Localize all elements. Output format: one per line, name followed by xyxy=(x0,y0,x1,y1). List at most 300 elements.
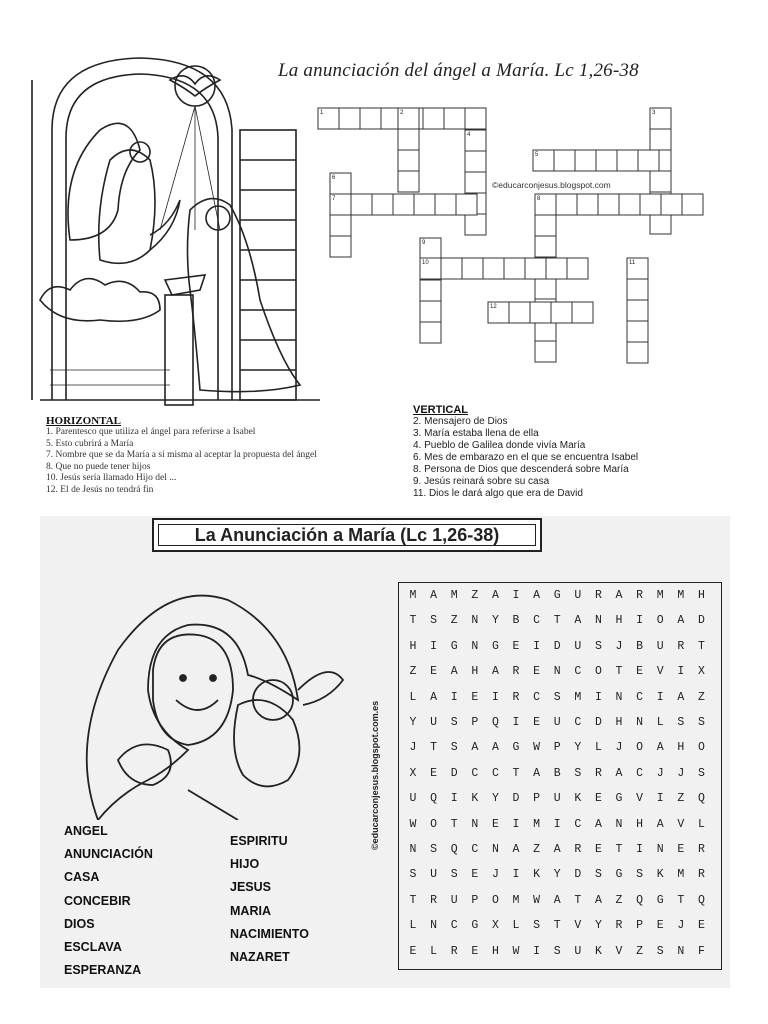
wordsearch-letter[interactable]: R xyxy=(697,868,705,882)
wordsearch-letter[interactable]: Y xyxy=(491,792,499,806)
horizontal-clue: 10. Jesús sería llamado Hijo del ... xyxy=(46,473,177,484)
wordsearch-letter[interactable]: I xyxy=(656,690,664,704)
wordsearch-letter[interactable]: E xyxy=(430,766,438,780)
wordsearch-letter[interactable]: V xyxy=(656,665,664,679)
wordsearch-letter[interactable]: A xyxy=(574,614,582,628)
wordsearch-letter[interactable]: D xyxy=(594,716,602,729)
wordsearch-letter[interactable]: M xyxy=(656,589,664,602)
wordsearch-letter[interactable]: I xyxy=(533,639,541,653)
horizontal-heading: HORIZONTAL xyxy=(46,415,121,427)
cloud xyxy=(40,279,160,322)
crossword-cell[interactable] xyxy=(330,215,351,236)
wordsearch-letter[interactable]: G xyxy=(491,639,499,653)
wordsearch-letter[interactable]: D xyxy=(574,868,582,882)
wordsearch-letter[interactable]: L xyxy=(594,741,602,755)
wordsearch-letter[interactable]: J xyxy=(409,741,417,755)
wordsearch-title-box xyxy=(152,518,542,552)
crossword-cell[interactable] xyxy=(572,302,593,323)
wordsearch-letter[interactable]: A xyxy=(450,665,458,679)
crossword-cell[interactable] xyxy=(420,322,441,343)
wordsearch-letter[interactable]: B xyxy=(636,639,644,653)
wordsearch-letter[interactable]: G xyxy=(656,893,664,907)
wordsearch-letter[interactable]: I xyxy=(594,690,602,704)
wordsearch-letter[interactable]: Q xyxy=(491,716,499,729)
crossword-cell[interactable] xyxy=(465,108,486,129)
wordsearch-letter[interactable]: D xyxy=(450,766,458,780)
wordsearch-letter[interactable]: G xyxy=(553,589,561,602)
lectern-top xyxy=(165,275,205,295)
mary-child-illustration xyxy=(58,580,358,820)
wordsearch-letter[interactable]: O xyxy=(697,741,705,755)
crossword-cell[interactable] xyxy=(330,236,351,257)
crossword-cell[interactable] xyxy=(577,194,598,215)
wordsearch-letter[interactable]: U xyxy=(656,639,664,653)
wordsearch-letter[interactable]: Q xyxy=(430,792,438,806)
wordsearch-letter[interactable]: I xyxy=(512,589,520,602)
crossword-cell[interactable] xyxy=(682,194,703,215)
wordsearch-letter[interactable]: E xyxy=(636,665,644,679)
wordsearch-letter[interactable]: J xyxy=(677,766,685,780)
wordsearch-letter[interactable]: S xyxy=(553,944,561,958)
wordsearch-letter[interactable]: S xyxy=(594,639,602,653)
wordsearch-letter[interactable]: N xyxy=(409,843,417,856)
crossword-cell[interactable] xyxy=(414,194,435,215)
wordsearch-letter[interactable]: I xyxy=(512,868,520,882)
wordsearch-letter[interactable]: T xyxy=(574,893,582,907)
wordsearch-letter[interactable]: L xyxy=(409,919,417,933)
wordsearch-letter[interactable]: E xyxy=(471,868,479,882)
wordsearch-letter[interactable]: N xyxy=(430,919,438,933)
wordsearch-letter[interactable]: I xyxy=(450,690,458,704)
crossword-cell[interactable] xyxy=(483,258,504,279)
wordsearch-letter[interactable]: W xyxy=(409,817,417,831)
wordsearch-letter[interactable]: A xyxy=(594,893,602,907)
wordsearch-letter[interactable]: S xyxy=(450,716,458,729)
wordsearch-letter[interactable]: A xyxy=(553,893,561,907)
wordsearch-letter[interactable]: J xyxy=(615,741,623,755)
wordsearch-letter[interactable]: U xyxy=(430,716,438,729)
wordsearch-letter[interactable]: U xyxy=(574,589,582,602)
wordsearch-letter[interactable]: A xyxy=(471,741,479,755)
wordsearch-letter[interactable]: E xyxy=(533,665,541,679)
wordsearch-letter[interactable]: Y xyxy=(553,868,561,882)
wordsearch-letter[interactable]: L xyxy=(656,716,664,729)
crossword-cell[interactable] xyxy=(556,194,577,215)
wordsearch-letter[interactable]: E xyxy=(409,944,417,958)
crossword-cell[interactable] xyxy=(535,215,556,236)
wordsearch-letter[interactable]: R xyxy=(594,766,602,780)
wordsearch-letter[interactable]: E xyxy=(491,817,499,831)
wordsearch-letter[interactable]: S xyxy=(677,716,685,729)
wordsearch-letter[interactable]: J xyxy=(656,766,664,780)
crossword-cell[interactable] xyxy=(465,214,486,235)
crossword-cell[interactable] xyxy=(546,258,567,279)
crossword-cell[interactable] xyxy=(441,258,462,279)
wordsearch-letter[interactable]: Q xyxy=(697,792,705,806)
wordsearch-letter[interactable]: P xyxy=(471,893,479,907)
wordsearch-letter[interactable]: U xyxy=(553,716,561,729)
wordsearch-letter[interactable]: W xyxy=(533,741,541,755)
wordsearch-letter[interactable]: F xyxy=(697,944,705,958)
crossword-cell[interactable] xyxy=(617,150,638,171)
crossword-cell[interactable] xyxy=(398,171,419,192)
wordsearch-letter[interactable]: Y xyxy=(574,741,582,755)
wordsearch-letter[interactable]: I xyxy=(430,639,438,653)
wordsearch-letter[interactable]: C xyxy=(636,690,644,704)
wordsearch-letter[interactable]: T xyxy=(450,817,458,831)
wordsearch-letter[interactable]: R xyxy=(697,843,705,856)
wordsearch-letter[interactable]: R xyxy=(574,843,582,856)
wordsearch-letter[interactable]: Y xyxy=(491,614,499,628)
wordsearch-letter[interactable]: R xyxy=(450,944,458,958)
wordsearch-letter[interactable]: J xyxy=(615,639,623,653)
wordsearch-letter[interactable]: B xyxy=(512,614,520,628)
wordsearch-letter[interactable]: A xyxy=(512,843,520,856)
wordsearch-letter[interactable]: C xyxy=(471,766,479,780)
wordsearch-letter[interactable]: S xyxy=(553,690,561,704)
wordsearch-letter[interactable]: U xyxy=(574,944,582,958)
wordsearch-letter[interactable]: C xyxy=(533,690,541,704)
wordsearch-letter[interactable]: M xyxy=(574,690,582,704)
wordsearch-letter[interactable]: A xyxy=(594,817,602,831)
crossword-cell[interactable] xyxy=(535,278,556,299)
wordsearch-letter[interactable]: A xyxy=(615,589,623,602)
wordsearch-letter[interactable]: N xyxy=(471,614,479,628)
wordsearch-letter[interactable]: P xyxy=(533,792,541,806)
wordsearch-letter[interactable]: E xyxy=(471,690,479,704)
wordsearch-letter[interactable]: X xyxy=(697,665,705,679)
crossword-cell[interactable] xyxy=(420,301,441,322)
crossword-cell[interactable] xyxy=(551,302,572,323)
wordsearch-letter[interactable]: X xyxy=(409,766,417,780)
crossword-cell[interactable] xyxy=(627,342,648,363)
wordsearch-letter[interactable]: A xyxy=(430,589,438,602)
wordsearch-letter[interactable]: V xyxy=(574,919,582,933)
wordsearch-letter[interactable]: O xyxy=(491,893,499,907)
crossword-cell[interactable] xyxy=(627,321,648,342)
wordsearch-letter[interactable]: A xyxy=(533,589,541,602)
wordsearch-letter[interactable]: N xyxy=(656,843,664,856)
crossword-cell[interactable] xyxy=(598,194,619,215)
wordsearch-letter[interactable]: E xyxy=(697,919,705,933)
wordsearch-letter[interactable]: I xyxy=(512,716,520,729)
wordsearch-letter[interactable]: V xyxy=(636,792,644,806)
wordsearch-letter[interactable]: K xyxy=(574,792,582,806)
wordsearch-letter[interactable]: T xyxy=(553,919,561,933)
wordsearch-letter[interactable]: T xyxy=(409,893,417,907)
search-word: ANUNCIACIÓN xyxy=(64,847,153,862)
wordsearch-letter[interactable]: T xyxy=(409,614,417,628)
wordsearch-letter[interactable]: Z xyxy=(533,843,541,856)
wordsearch-letter[interactable]: N xyxy=(471,817,479,831)
horizontal-clue: 7. Nombre que se da María a sí misma al aceptar la propuesta del ángel xyxy=(46,450,317,461)
wordsearch-letter[interactable]: J xyxy=(677,919,685,933)
wordsearch-letter[interactable]: Y xyxy=(594,919,602,933)
wordsearch-letter[interactable]: E xyxy=(471,944,479,958)
wordsearch-letter[interactable]: S xyxy=(430,614,438,628)
wordsearch-letter[interactable]: J xyxy=(491,868,499,882)
wordsearch-letter[interactable]: A xyxy=(491,741,499,755)
wordsearch-letter[interactable]: S xyxy=(594,868,602,882)
crossword-cell[interactable] xyxy=(462,258,483,279)
wordsearch-letter[interactable]: I xyxy=(512,817,520,831)
wordsearch-letter[interactable]: I xyxy=(553,817,561,831)
wordsearch-letter[interactable]: P xyxy=(471,716,479,729)
wordsearch-letter[interactable]: S xyxy=(430,843,438,856)
wordsearch-letter[interactable]: I xyxy=(636,843,644,856)
wordsearch-letter[interactable]: K xyxy=(471,792,479,806)
wordsearch-letter[interactable]: R xyxy=(615,919,623,933)
wordsearch-letter[interactable]: Z xyxy=(471,589,479,602)
wordsearch-letter[interactable]: C xyxy=(450,919,458,933)
wordsearch-letter[interactable]: N xyxy=(594,614,602,628)
horizontal-clue: 5. Esto cubrirá a María xyxy=(46,438,134,449)
wordsearch-letter[interactable]: A xyxy=(553,843,561,856)
wordsearch-letter[interactable]: N xyxy=(677,944,685,958)
crossword-cell[interactable] xyxy=(465,151,486,172)
wordsearch-letter[interactable]: A xyxy=(677,690,685,704)
wordsearch-letter[interactable]: G xyxy=(471,919,479,933)
wordsearch-letter[interactable]: N xyxy=(471,639,479,653)
wordsearch-letter[interactable]: K xyxy=(594,944,602,958)
wordsearch-letter[interactable]: T xyxy=(697,639,705,653)
wordsearch-letter[interactable]: G xyxy=(450,639,458,653)
wordsearch-letter[interactable]: A xyxy=(491,589,499,602)
crossword-cell[interactable] xyxy=(465,172,486,193)
vertical-heading: VERTICAL xyxy=(413,404,468,416)
wordsearch-letter[interactable]: V xyxy=(615,944,623,958)
wordsearch-letter[interactable]: E xyxy=(677,843,685,856)
crossword-cell[interactable] xyxy=(372,194,393,215)
crossword-cell[interactable] xyxy=(650,129,671,150)
wordsearch-letter[interactable]: R xyxy=(512,665,520,679)
wordsearch-letter[interactable]: U xyxy=(450,893,458,907)
wordsearch-letter[interactable]: W xyxy=(512,944,520,958)
crossword-cell[interactable] xyxy=(567,258,588,279)
wordsearch-letter[interactable]: R xyxy=(594,589,602,602)
wordsearch-letter[interactable]: M xyxy=(409,589,417,602)
wordsearch-letter[interactable]: S xyxy=(697,766,705,780)
crossword-cell[interactable] xyxy=(535,236,556,257)
wordsearch-letter[interactable]: R xyxy=(636,589,644,602)
wordsearch-letter[interactable]: Z xyxy=(450,614,458,628)
wordsearch-letter[interactable]: S xyxy=(656,944,664,958)
wordsearch-letter[interactable]: H xyxy=(615,716,623,729)
wordsearch-letter[interactable]: S xyxy=(533,919,541,933)
wordsearch-letter[interactable]: S xyxy=(697,716,705,729)
wordsearch-letter[interactable]: Z xyxy=(636,944,644,958)
wordsearch-letter[interactable]: G xyxy=(615,868,623,882)
wordsearch-letter[interactable]: I xyxy=(450,792,458,806)
crossword-cell[interactable] xyxy=(638,150,659,171)
wordsearch-letter[interactable]: N xyxy=(636,716,644,729)
wordsearch-letter[interactable]: B xyxy=(553,766,561,780)
wordsearch-letter[interactable]: I xyxy=(533,944,541,958)
wordsearch-letter[interactable]: N xyxy=(553,665,561,679)
wordsearch-letter[interactable]: G xyxy=(512,741,520,755)
crossword-cell[interactable] xyxy=(398,150,419,171)
wordsearch-letter[interactable]: C xyxy=(574,665,582,679)
wordsearch-letter[interactable]: O xyxy=(656,614,664,628)
wordsearch-letter[interactable]: N xyxy=(615,690,623,704)
wordsearch-letter[interactable]: T xyxy=(677,893,685,907)
crossword-cell[interactable] xyxy=(525,258,546,279)
wordsearch-letter[interactable]: H xyxy=(636,817,644,831)
wordsearch-letter[interactable]: Z xyxy=(409,665,417,679)
crossword-cell[interactable] xyxy=(530,302,551,323)
search-word: NAZARET xyxy=(230,950,290,965)
wordsearch-letter[interactable]: I xyxy=(636,614,644,628)
wordsearch-letter[interactable]: S xyxy=(574,766,582,780)
wordsearch-letter[interactable]: Q xyxy=(450,843,458,856)
wordsearch-letter[interactable]: W xyxy=(533,893,541,907)
wordsearch-letter[interactable]: H xyxy=(471,665,479,679)
wordsearch-letter[interactable]: A xyxy=(615,766,623,780)
wordsearch-letter[interactable]: R xyxy=(512,690,520,704)
wordsearch-letter[interactable]: Q xyxy=(697,893,705,907)
wordsearch-letter[interactable]: E xyxy=(594,843,602,856)
crossword-cell[interactable] xyxy=(435,194,456,215)
wordsearch-letter[interactable]: M xyxy=(512,893,520,907)
wordsearch-letter[interactable]: I xyxy=(491,690,499,704)
crossword-cell[interactable] xyxy=(596,150,617,171)
crossword-cell[interactable] xyxy=(423,108,444,129)
wordsearch-letter[interactable]: K xyxy=(533,868,541,882)
wordsearch-letter[interactable]: V xyxy=(677,817,685,831)
crossword-cell[interactable] xyxy=(420,280,441,301)
wordsearch-letter[interactable]: Z xyxy=(677,792,685,806)
wordsearch-letter[interactable]: E xyxy=(656,919,664,933)
wordsearch-letter[interactable]: M xyxy=(677,868,685,882)
crossword-cell[interactable] xyxy=(650,213,671,234)
wordsearch-letter[interactable]: P xyxy=(636,919,644,933)
wordsearch-letter[interactable]: O xyxy=(594,665,602,679)
wordsearch-letter[interactable]: T xyxy=(430,741,438,755)
crossword-cell[interactable] xyxy=(456,194,477,215)
wordsearch-letter[interactable]: Z xyxy=(697,690,705,704)
wordsearch-letter[interactable]: M xyxy=(533,817,541,831)
search-word: ESPIRITU xyxy=(230,834,288,848)
crossword-cell[interactable] xyxy=(504,258,525,279)
crossword-grid xyxy=(318,108,703,363)
wordsearch-letter[interactable]: D xyxy=(512,792,520,806)
wordsearch-letter[interactable]: A xyxy=(430,690,438,704)
wordsearch-letter[interactable]: S xyxy=(450,868,458,882)
wordsearch-letter[interactable]: L xyxy=(512,919,520,933)
wordsearch-letter[interactable]: U xyxy=(409,792,417,806)
wordsearch-letter[interactable]: S xyxy=(409,868,417,882)
wordsearch-letter[interactable]: D xyxy=(553,639,561,653)
wordsearch-letter[interactable]: C xyxy=(491,766,499,780)
crossword-cell[interactable] xyxy=(640,194,661,215)
wordsearch-letter[interactable]: P xyxy=(553,741,561,755)
wordsearch-letter[interactable]: H xyxy=(409,639,417,653)
crossword-cell[interactable] xyxy=(339,108,360,129)
crossword-cell[interactable] xyxy=(554,150,575,171)
crossword-cell[interactable] xyxy=(393,194,414,215)
wordsearch-letter[interactable]: E xyxy=(533,716,541,729)
crossword-cell[interactable] xyxy=(627,300,648,321)
crossword-cell[interactable] xyxy=(575,150,596,171)
wordsearch-letter[interactable]: O xyxy=(636,741,644,755)
wordsearch-letter[interactable]: Y xyxy=(409,716,417,729)
wordsearch-letter[interactable]: Z xyxy=(615,893,623,907)
crossword-cell[interactable] xyxy=(444,108,465,129)
wordsearch-letter[interactable]: R xyxy=(430,893,438,907)
wordsearch-letter[interactable]: U xyxy=(553,792,561,806)
wordsearch-letter[interactable]: C xyxy=(574,716,582,729)
wordsearch-letter[interactable]: E xyxy=(594,792,602,806)
wordsearch-letter[interactable]: T xyxy=(512,766,520,780)
wordsearch-letter[interactable]: T xyxy=(553,614,561,628)
wordsearch-letter[interactable]: M xyxy=(450,589,458,602)
wordsearch-letter[interactable]: D xyxy=(697,614,705,628)
wordsearch-letter[interactable]: K xyxy=(656,868,664,882)
wordsearch-title: La Anunciación a María (Lc 1,26-38) xyxy=(158,524,536,546)
wordsearch-letter[interactable]: A xyxy=(533,766,541,780)
wordsearch-letter[interactable]: N xyxy=(491,843,499,856)
wordsearch-letter[interactable]: A xyxy=(656,741,664,755)
wordsearch-letter[interactable]: H xyxy=(615,614,623,628)
wordsearch-letter[interactable]: X xyxy=(491,919,499,933)
crossword-cell[interactable] xyxy=(650,171,671,192)
wordsearch-letter[interactable]: S xyxy=(450,741,458,755)
wordsearch-letter[interactable]: Q xyxy=(636,893,644,907)
wordsearch-letter[interactable]: S xyxy=(636,868,644,882)
wordsearch-letter[interactable]: L xyxy=(697,817,705,831)
wordsearch-letter[interactable]: O xyxy=(430,817,438,831)
vertical-clue: 8. Persona de Dios que descenderá sobre María xyxy=(413,464,629,475)
wordsearch-letter[interactable]: G xyxy=(615,792,623,806)
wordsearch-letter[interactable]: H xyxy=(677,741,685,755)
wordsearch-letter[interactable]: L xyxy=(409,690,417,704)
wordsearch-letter[interactable]: A xyxy=(656,817,664,831)
wordsearch-letter[interactable]: T xyxy=(615,665,623,679)
word-list-right xyxy=(230,830,309,969)
crossword-number: 10 xyxy=(422,260,429,266)
wordsearch-letter[interactable]: N xyxy=(615,817,623,831)
crossword-cell[interactable] xyxy=(398,129,419,150)
crossword-cell[interactable] xyxy=(661,194,682,215)
wordsearch-letter[interactable]: H xyxy=(491,944,499,958)
wordsearch-letter[interactable]: H xyxy=(697,589,705,602)
crossword-cell[interactable] xyxy=(351,194,372,215)
wordsearch-letter[interactable]: A xyxy=(677,614,685,628)
wordsearch-letter[interactable]: C xyxy=(636,766,644,780)
wordsearch-letter[interactable]: I xyxy=(656,792,664,806)
crossword-cell[interactable] xyxy=(509,302,530,323)
wordsearch-letter[interactable]: R xyxy=(677,639,685,653)
wordsearch-letter[interactable]: T xyxy=(615,843,623,856)
wordsearch-letter[interactable]: C xyxy=(471,843,479,856)
crossword-number: 3 xyxy=(652,110,656,116)
wordsearch-letter[interactable]: E xyxy=(512,639,520,653)
crossword-cell[interactable] xyxy=(535,341,556,362)
wordsearch-letter[interactable]: I xyxy=(677,665,685,679)
wordsearch-letter[interactable]: U xyxy=(574,639,582,653)
crossword-cell[interactable] xyxy=(627,279,648,300)
vertical-clue: 11. Dios le dará algo que era de David xyxy=(413,488,583,499)
wordsearch-letter[interactable]: M xyxy=(677,589,685,602)
wordsearch-letter[interactable]: A xyxy=(491,665,499,679)
wordsearch-letter[interactable]: E xyxy=(430,665,438,679)
wordsearch-letter[interactable]: U xyxy=(430,868,438,882)
crossword-cell[interactable] xyxy=(360,108,381,129)
crossword-cell[interactable] xyxy=(619,194,640,215)
wordsearch-letter[interactable]: C xyxy=(533,614,541,628)
wordsearch-letter[interactable]: C xyxy=(574,817,582,831)
wordsearch-letter[interactable]: L xyxy=(430,944,438,958)
